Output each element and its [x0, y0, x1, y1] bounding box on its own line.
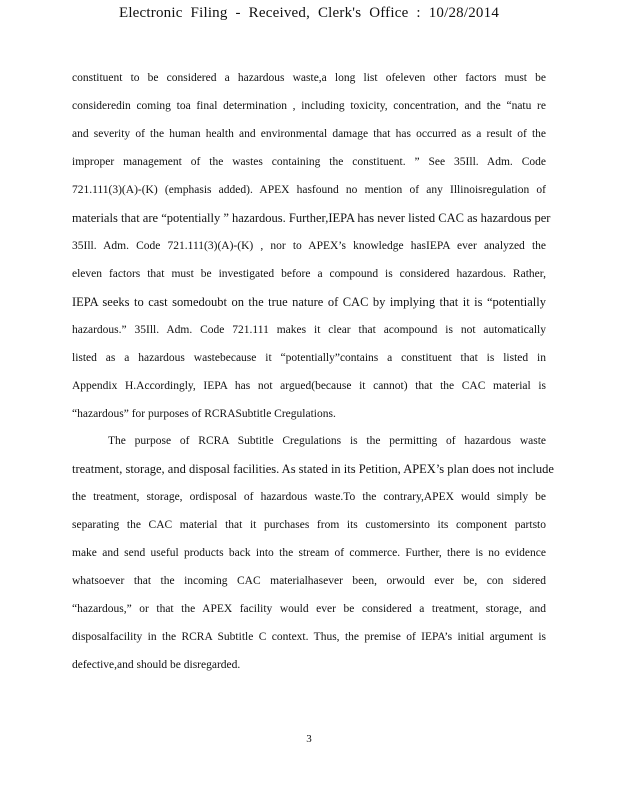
paragraph-line: disposalfacility in the RCRA Subtitle C context. Thus, the premise of IEPA’s initial argument is — [72, 631, 546, 643]
paragraph-line: treatment, storage, and disposal facilities. As stated in its Petition, APEX’s plan does not include — [72, 462, 554, 476]
paragraph-line: constituent to be considered a hazardous waste,a long list ofeleven other factors must be — [72, 72, 546, 84]
paragraph-line: “hazardous” for purposes of RCRASubtitle Cregulations. — [72, 408, 336, 420]
paragraph-2 — [72, 427, 554, 679]
paragraph-line: Appendix H.Accordingly, IEPA has not argued(because it cannot) that the CAC material is — [72, 380, 546, 392]
paragraph-line: whatsoever that the incoming CAC materialhasever been, orwould ever be, con sidered — [72, 575, 546, 587]
paragraph-line: 35Ill. Adm. Code 721.111(3)(A)-(K) , nor to APEX’s knowledge hasIEPA ever analyzed the — [72, 240, 546, 252]
paragraph-line: and severity of the human health and environmental damage that has occurred as a result of the — [72, 128, 546, 140]
paragraph-line: separating the CAC material that it purchases from its customersinto its component partsto — [72, 519, 546, 531]
paragraph-line: consideredin coming toa final determination , including toxicity, concentration, and the “natu re — [72, 100, 546, 112]
paragraph-line: materials that are “potentially ” hazardous. Further,IEPA has never listed CAC as hazardous per — [72, 211, 551, 225]
paragraph-line: defective,and should be disregarded. — [72, 659, 241, 671]
paragraph-line: 721.111(3)(A)-(K) (emphasis added). APEX hasfound no mention of any Illinoisregulation of — [72, 184, 546, 196]
paragraph-line: “hazardous,” or that the APEX facility would ever be considered a treatment, storage, and — [72, 603, 546, 615]
paragraph-1 — [72, 64, 551, 428]
paragraph-line: make and send useful products back into the stream of commerce. Further, there is no evidence — [72, 547, 546, 559]
paragraph-line: eleven factors that must be investigated before a compound is considered hazardous. Rather, — [72, 268, 546, 280]
paragraph-line: the treatment, storage, ordisposal of hazardous waste.To the contrary,APEX would simply be — [72, 491, 546, 503]
paragraph-line: The purpose of RCRA Subtitle Cregulations is the permitting of hazardous waste — [108, 435, 546, 447]
paragraph-line: listed as a hazardous wastebecause it “potentially”contains a constituent that is listed in — [72, 352, 546, 364]
paragraph-line: IEPA seeks to cast somedoubt on the true nature of CAC by implying that it is “potentially — [72, 295, 546, 309]
paragraph-line: hazardous.” 35Ill. Adm. Code 721.111 makes it clear that acompound is not automatically — [72, 324, 546, 336]
paragraph-line: improper management of the wastes containing the constituent. ” See 35Ill. Adm. Code — [72, 156, 546, 168]
page-number: 3 — [306, 733, 312, 745]
filing-stamp-header: Electronic Filing - Received, Clerk's Office : 10/28/2014 — [118, 5, 500, 21]
